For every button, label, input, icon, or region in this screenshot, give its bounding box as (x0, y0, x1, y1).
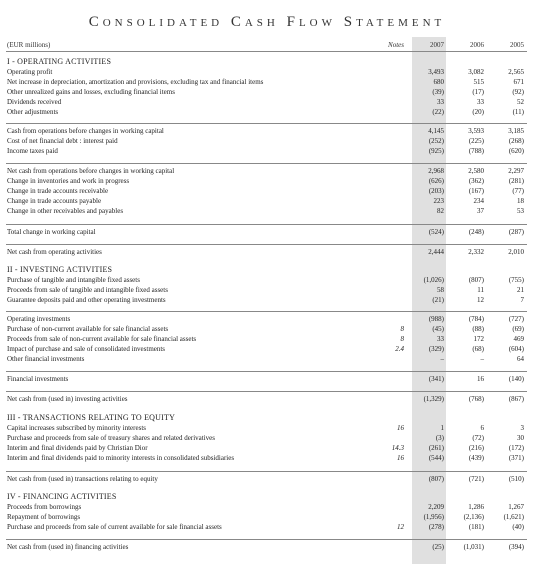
table-row (0, 87, 534, 97)
subtotal-row (0, 314, 534, 324)
table-row (0, 97, 534, 107)
value-2006: (88) (472, 325, 484, 333)
subtotal-row (0, 474, 534, 484)
value-2006: (20) (472, 108, 484, 116)
value-2005: (92) (512, 88, 524, 96)
value-2006: – (480, 355, 484, 363)
value-2006: (1,031) (463, 543, 484, 551)
value-2007: (626) (428, 177, 444, 185)
table-row (0, 423, 534, 433)
row-label: Other financial investments (7, 355, 85, 363)
value-2007: 33 (437, 98, 444, 106)
value-2006: (167) (468, 187, 484, 195)
value-2005: 53 (517, 207, 524, 215)
value-2006: 11 (477, 286, 484, 294)
value-2007: (1,956) (423, 513, 444, 521)
value-2007: (278) (428, 523, 444, 531)
value-2005: (11) (512, 108, 524, 116)
value-2007: (21) (432, 296, 444, 304)
units-label: (EUR millions) (7, 41, 51, 49)
section-header (0, 413, 534, 423)
value-2006: (362) (468, 177, 484, 185)
table-row (0, 354, 534, 364)
value-2006: 515 (473, 78, 484, 86)
value-2005: (755) (508, 276, 524, 284)
value-2007: 33 (437, 335, 444, 343)
section-header (0, 57, 534, 67)
value-2007: 680 (433, 78, 444, 86)
table-row (0, 522, 534, 532)
row-label: Repayment of borrowings (7, 513, 81, 521)
row-label: Purchase of non-current available for sale financial assets (7, 325, 169, 333)
value-2005: (281) (508, 177, 524, 185)
row-separator (6, 471, 527, 472)
value-2007: (252) (428, 137, 444, 145)
value-2006: 16 (477, 375, 484, 383)
row-note: 12 (397, 523, 404, 531)
row-label: Change in trade accounts payable (7, 197, 102, 205)
value-2007: (39) (432, 88, 444, 96)
value-2006: (68) (472, 345, 484, 353)
row-label: Change in trade accounts receivable (7, 187, 109, 195)
value-2007: (261) (428, 444, 444, 452)
value-2005: 64 (517, 355, 524, 363)
value-2005: 3,185 (508, 127, 524, 135)
table-row (0, 295, 534, 305)
subtotal-row (0, 166, 534, 176)
value-2007: (925) (428, 147, 444, 155)
value-2005: 2,297 (508, 167, 524, 175)
row-separator (6, 244, 527, 245)
row-separator (6, 224, 527, 225)
value-2007: 2,968 (428, 167, 444, 175)
row-label: Purchase and proceeds from sale of current available for sale financial assets (7, 523, 222, 531)
value-2007: (807) (428, 475, 444, 483)
value-2005: 469 (513, 335, 524, 343)
value-2006: (784) (468, 315, 484, 323)
value-2006: 1,286 (468, 503, 484, 511)
value-2006: 234 (473, 197, 484, 205)
row-label: Interim and final dividends paid to minority interests in consolidated subsidiaries (7, 454, 235, 462)
row-label: Net cash from (used in) investing activities (7, 395, 128, 403)
row-label: Purchase and proceeds from sale of treasury shares and related derivatives (7, 434, 215, 442)
subtotal-row (0, 227, 534, 237)
year-2007-column-header: 2007 (430, 41, 444, 49)
value-2006: (17) (472, 88, 484, 96)
value-2007: (988) (428, 315, 444, 323)
subtotal-row (0, 247, 534, 257)
value-2005: 21 (517, 286, 524, 294)
row-note: 16 (397, 454, 404, 462)
value-2006: (788) (468, 147, 484, 155)
value-2005: 671 (513, 78, 524, 86)
value-2005: 52 (517, 98, 524, 106)
subtotal-row (0, 542, 534, 552)
table-row (0, 275, 534, 285)
value-2007: (329) (428, 345, 444, 353)
value-2007: (45) (432, 325, 444, 333)
value-2007: 58 (437, 286, 444, 294)
value-2005: (1,621) (503, 513, 524, 521)
row-separator (6, 311, 527, 312)
value-2007: 2,444 (428, 248, 444, 256)
value-2007: (524) (428, 228, 444, 236)
value-2006: 12 (477, 296, 484, 304)
row-label: Proceeds from sale of tangible and intangible fixed assets (7, 286, 168, 294)
row-label: Purchase of tangible and intangible fixed assets (7, 276, 140, 284)
table-row (0, 324, 534, 334)
statement-title: Consolidated Cash Flow Statement (88, 14, 446, 30)
value-2007: (544) (428, 454, 444, 462)
value-2006: 3,593 (468, 127, 484, 135)
table-row (0, 443, 534, 453)
value-2006: (216) (468, 444, 484, 452)
value-2006: 37 (477, 207, 484, 215)
value-2006: 6 (480, 424, 484, 432)
subtotal-row (0, 394, 534, 404)
row-label: Change in other receivables and payables (7, 207, 124, 215)
value-2006: 3,082 (468, 68, 484, 76)
row-label: III - TRANSACTIONS RELATING TO EQUITY (7, 413, 176, 422)
row-note: 8 (400, 335, 404, 343)
table-row (0, 285, 534, 295)
row-note: 16 (397, 424, 404, 432)
table-row (0, 77, 534, 87)
table-row (0, 453, 534, 463)
value-2005: (867) (508, 395, 524, 403)
value-2006: (225) (468, 137, 484, 145)
value-2005: 2,010 (508, 248, 524, 256)
year-2005-column-header: 2005 (510, 41, 524, 49)
value-2005: (140) (508, 375, 524, 383)
value-2007: (25) (432, 543, 444, 551)
row-label: Total change in working capital (7, 228, 96, 236)
row-label: Net cash from (used in) transactions relating to equity (7, 475, 158, 483)
subtotal-row (0, 374, 534, 384)
section-header (0, 265, 534, 275)
row-label: IV - FINANCING ACTIVITIES (7, 492, 117, 501)
row-separator (6, 123, 527, 124)
table-row (0, 67, 534, 77)
row-label: Operating profit (7, 68, 53, 76)
value-2006: (807) (468, 276, 484, 284)
table-row (0, 107, 534, 117)
value-2006: 172 (473, 335, 484, 343)
value-2006: (248) (468, 228, 484, 236)
value-2005: (371) (508, 454, 524, 462)
row-label: Proceeds from sale of non-current available for sale financial assets (7, 335, 197, 343)
value-2005: (604) (508, 345, 524, 353)
row-note: 8 (400, 325, 404, 333)
value-2007: 3,493 (428, 68, 444, 76)
value-2005: (727) (508, 315, 524, 323)
row-label: I - OPERATING ACTIVITIES (7, 57, 112, 66)
value-2007: (341) (428, 375, 444, 383)
row-label: Net cash from operating activities (7, 248, 102, 256)
value-2007: 223 (433, 197, 444, 205)
value-2005: (69) (512, 325, 524, 333)
value-2007: 2,209 (428, 503, 444, 511)
row-label: Cash from operations before changes in working capital (7, 127, 164, 135)
table-row (0, 433, 534, 443)
table-row (0, 334, 534, 344)
value-2007: 82 (437, 207, 444, 215)
row-separator (6, 539, 527, 540)
section-header (0, 492, 534, 502)
row-label: Net cash from (used in) financing activities (7, 543, 129, 551)
value-2006: (721) (468, 475, 484, 483)
row-label: Change in inventories and work in progress (7, 177, 130, 185)
table-row (0, 136, 534, 146)
row-label: Capital increases subscribed by minority interests (7, 424, 146, 432)
row-label: Income taxes paid (7, 147, 58, 155)
row-label: Guarantee deposits paid and other operating investments (7, 296, 166, 304)
value-2005: (394) (508, 543, 524, 551)
value-2006: (181) (468, 523, 484, 531)
value-2007: (22) (432, 108, 444, 116)
value-2005: (287) (508, 228, 524, 236)
value-2007: – (440, 355, 444, 363)
value-2005: (172) (508, 444, 524, 452)
row-label: Interim and final dividends paid by Christian Dior (7, 444, 148, 452)
value-2005: (620) (508, 147, 524, 155)
value-2006: 2,580 (468, 167, 484, 175)
value-2006: 2,332 (468, 248, 484, 256)
row-label: Financial investments (7, 375, 69, 383)
table-row (0, 206, 534, 216)
value-2006: 33 (477, 98, 484, 106)
value-2006: (768) (468, 395, 484, 403)
value-2007: (1,329) (423, 395, 444, 403)
table-row (0, 196, 534, 206)
value-2005: (40) (512, 523, 524, 531)
value-2006: (439) (468, 454, 484, 462)
table-row (0, 186, 534, 196)
row-note: 2.4 (395, 345, 404, 353)
value-2007: 4,145 (428, 127, 444, 135)
row-label: Proceeds from borrowings (7, 503, 82, 511)
table-row (0, 176, 534, 186)
table-row (0, 146, 534, 156)
row-label: Cost of net financial debt : interest paid (7, 137, 118, 145)
value-2005: 18 (517, 197, 524, 205)
value-2005: (510) (508, 475, 524, 483)
value-2005: 7 (520, 296, 524, 304)
row-label: Other unrealized gains and losses, excluding financial items (7, 88, 175, 96)
value-2005: 30 (517, 434, 524, 442)
table-row (0, 512, 534, 522)
row-label: Operating investments (7, 315, 71, 323)
value-2007: (203) (428, 187, 444, 195)
row-separator (6, 163, 527, 164)
row-note: 14.3 (391, 444, 404, 452)
year-2006-column-header: 2006 (470, 41, 484, 49)
value-2005: 3 (520, 424, 524, 432)
value-2005: 1,267 (508, 503, 524, 511)
row-separator (6, 391, 527, 392)
value-2005: (268) (508, 137, 524, 145)
value-2007: 1 (440, 424, 444, 432)
table-row (0, 344, 534, 354)
row-label: Net increase in depreciation, amortization and provisions, excluding tax and financial items (7, 78, 264, 86)
value-2005: (77) (512, 187, 524, 195)
row-label: Impact of purchase and sale of consolidated investments (7, 345, 166, 353)
value-2006: (2,136) (463, 513, 484, 521)
table-row (0, 502, 534, 512)
row-label: Net cash from operations before changes in working capital (7, 167, 175, 175)
value-2007: (1,026) (423, 276, 444, 284)
value-2005: 2,565 (508, 68, 524, 76)
row-separator (6, 371, 527, 372)
row-label: II - INVESTING ACTIVITIES (7, 265, 113, 274)
value-2006: (72) (472, 434, 484, 442)
row-label: Other adjustments (7, 108, 59, 116)
subtotal-row (0, 126, 534, 136)
row-label: Dividends received (7, 98, 62, 106)
notes-column-header: Notes (388, 41, 404, 49)
value-2007: (3) (435, 434, 444, 442)
